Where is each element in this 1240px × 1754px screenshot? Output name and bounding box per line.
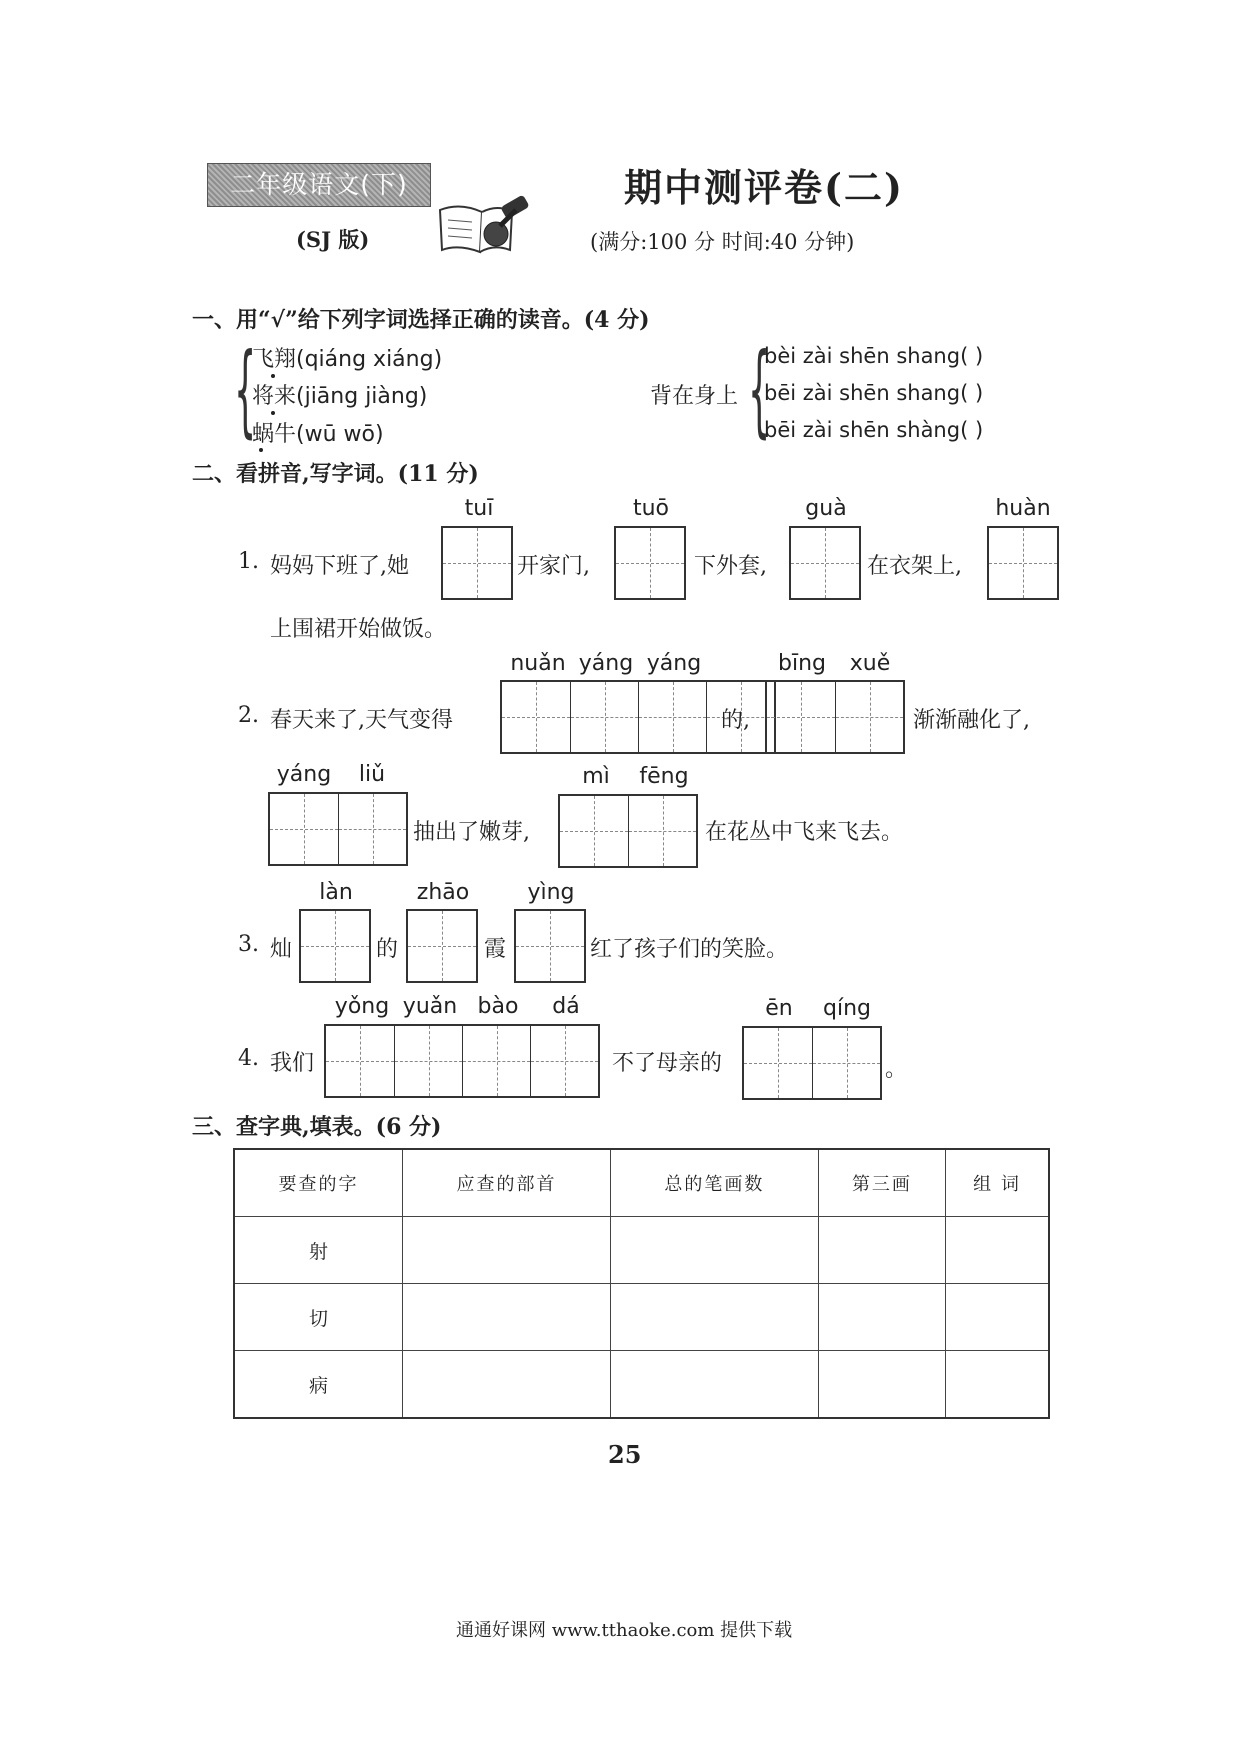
pinyin-hint: mì <box>582 764 610 789</box>
writing-cell[interactable] <box>502 682 570 752</box>
writing-box[interactable] <box>441 526 513 600</box>
phrase-label: 背在身上 <box>650 384 739 409</box>
writing-cell[interactable] <box>638 682 706 752</box>
table-row <box>234 1217 1049 1284</box>
pinyin-hint: xuě <box>849 651 891 676</box>
question-text: 红了孩子们的笑脸。 <box>590 937 789 962</box>
writing-cell[interactable] <box>616 528 684 598</box>
dictionary-table <box>233 1148 1050 1419</box>
pinyin-hint: qíng <box>823 996 871 1021</box>
table-cell-char: 切 <box>234 1284 403 1351</box>
pinyin-hint: bīng <box>778 651 826 676</box>
table-row <box>234 1284 1049 1351</box>
answer-cell[interactable] <box>946 1217 1049 1284</box>
question-text: 在花丛中飞来飞去。 <box>705 820 904 845</box>
pinyin-hint: tuō <box>632 496 670 521</box>
writing-box[interactable] <box>299 909 371 983</box>
column-header: 总的笔画数 <box>610 1149 818 1217</box>
answer-cell[interactable] <box>946 1351 1049 1419</box>
answer-cell[interactable] <box>403 1217 611 1284</box>
score-time-info: (满分:100 分 时间:40 分钟) <box>590 230 855 254</box>
question-number: 4. <box>238 1046 259 1071</box>
pinyin-hint: yáng <box>276 762 332 787</box>
section-3-heading: 三、查字典,填表。(6 分) <box>192 1114 442 1140</box>
writing-box[interactable] <box>614 526 686 600</box>
pinyin-hint: tuī <box>464 496 494 521</box>
footer-credit: 通通好课网 www.tthaoke.com 提供下载 <box>456 1620 793 1641</box>
column-header: 组 词 <box>946 1149 1049 1217</box>
question-text: 的, <box>721 708 750 733</box>
answer-cell[interactable] <box>610 1217 818 1284</box>
emphasis-dot <box>271 374 275 378</box>
reading-option-2: bēi zài shēn shang( ) <box>764 381 984 405</box>
pinyin-hint: yìng <box>527 880 575 905</box>
question-text: 的 <box>376 937 399 962</box>
writing-box[interactable] <box>324 1024 600 1098</box>
pinyin-choice-1: 飞翔(qiáng xiáng) <box>252 347 443 372</box>
emphasis-dot <box>271 411 275 415</box>
writing-box[interactable] <box>406 909 478 983</box>
pinyin-hint: liǔ <box>358 762 386 787</box>
section-1-heading: 一、用“√”给下列字词选择正确的读音。(4 分) <box>192 307 650 333</box>
pinyin-hint: yǒng <box>334 994 390 1019</box>
pinyin-hint: guà <box>805 496 847 521</box>
pinyin-hint: ēn <box>765 996 793 1021</box>
writing-cell[interactable] <box>767 682 835 752</box>
pinyin-hint: dá <box>552 994 580 1019</box>
edition-label: (SJ 版) <box>296 227 370 252</box>
pinyin-hint: fēng <box>639 764 689 789</box>
question-text: 开家门, <box>517 554 590 579</box>
question-text: 渐渐融化了, <box>913 708 1030 733</box>
writing-cell[interactable] <box>326 1026 394 1096</box>
pinyin-hint: zhāo <box>416 880 470 905</box>
writing-box[interactable] <box>268 792 408 866</box>
writing-cell[interactable] <box>812 1028 880 1098</box>
writing-cell[interactable] <box>394 1026 462 1096</box>
writing-cell[interactable] <box>443 528 511 598</box>
question-number: 3. <box>238 932 259 957</box>
question-number: 2. <box>238 703 259 728</box>
section-2-heading: 二、看拼音,写字词。(11 分) <box>192 461 479 487</box>
writing-cell[interactable] <box>835 682 903 752</box>
grade-tag: 二年级语文(下) <box>207 163 431 207</box>
question-text: 灿 <box>270 937 293 962</box>
writing-cell[interactable] <box>530 1026 598 1096</box>
pinyin-hint: yuǎn <box>402 994 458 1019</box>
reading-option-3: bēi zài shēn shàng( ) <box>764 418 984 442</box>
writing-box[interactable] <box>789 526 861 600</box>
writing-cell[interactable] <box>628 796 696 866</box>
writing-cell[interactable] <box>516 911 584 981</box>
left-brace: { <box>748 331 771 448</box>
question-text: 上围裙开始做饭。 <box>270 617 447 642</box>
question-text: 春天来了,天气变得 <box>270 708 453 733</box>
writing-cell[interactable] <box>791 528 859 598</box>
page-title: 期中测评卷(二) <box>624 165 904 210</box>
writing-box[interactable] <box>558 794 698 868</box>
table-header-row <box>234 1149 1049 1217</box>
answer-cell[interactable] <box>818 1351 945 1419</box>
answer-cell[interactable] <box>818 1217 945 1284</box>
pinyin-hint: yáng <box>646 651 702 676</box>
question-text: 在衣架上, <box>867 554 962 579</box>
table-cell-char: 病 <box>234 1351 403 1419</box>
pinyin-hint: yáng <box>578 651 634 676</box>
writing-box[interactable] <box>987 526 1059 600</box>
pinyin-hint: huàn <box>995 496 1051 521</box>
pinyin-choice-3: 蜗牛(wū wō) <box>252 422 384 447</box>
answer-cell[interactable] <box>610 1351 818 1419</box>
writing-cell[interactable] <box>989 528 1057 598</box>
pinyin-choice-2: 将来(jiāng jiàng) <box>252 384 428 409</box>
question-text: 妈妈下班了,她 <box>270 554 409 579</box>
pinyin-hint: làn <box>319 880 353 905</box>
question-text: 不了母亲的 <box>612 1051 723 1076</box>
left-brace: { <box>234 331 257 448</box>
question-text: 。 <box>885 1057 908 1082</box>
question-number: 1. <box>238 549 259 574</box>
answer-cell[interactable] <box>403 1284 611 1351</box>
column-header: 第三画 <box>818 1149 945 1217</box>
table-cell-char: 射 <box>234 1217 403 1284</box>
answer-cell[interactable] <box>946 1284 1049 1351</box>
reading-option-1: bèi zài shēn shang( ) <box>764 344 984 368</box>
writing-box[interactable] <box>514 909 586 983</box>
writing-box[interactable] <box>765 680 905 754</box>
question-text: 我们 <box>270 1051 315 1076</box>
table-row <box>234 1351 1049 1419</box>
pinyin-hint: nuǎn <box>510 651 566 676</box>
writing-cell[interactable] <box>744 1028 812 1098</box>
question-text: 下外套, <box>694 554 767 579</box>
writing-cell[interactable] <box>338 794 406 864</box>
emphasis-dot <box>259 448 263 452</box>
column-header: 应查的部首 <box>403 1149 611 1217</box>
question-text: 抽出了嫩芽, <box>413 820 530 845</box>
book-magnifier-icon <box>436 190 534 258</box>
column-header: 要查的字 <box>234 1149 403 1217</box>
question-text: 霞 <box>484 937 507 962</box>
pinyin-hint: bào <box>477 994 519 1019</box>
answer-cell[interactable] <box>818 1284 945 1351</box>
writing-cell[interactable] <box>462 1026 530 1096</box>
page-number: 25 <box>608 1440 642 1469</box>
writing-box[interactable] <box>742 1026 882 1100</box>
writing-cell[interactable] <box>270 794 338 864</box>
writing-cell[interactable] <box>560 796 628 866</box>
writing-cell[interactable] <box>408 911 476 981</box>
answer-cell[interactable] <box>403 1351 611 1419</box>
answer-cell[interactable] <box>610 1284 818 1351</box>
writing-cell[interactable] <box>301 911 369 981</box>
writing-cell[interactable] <box>570 682 638 752</box>
